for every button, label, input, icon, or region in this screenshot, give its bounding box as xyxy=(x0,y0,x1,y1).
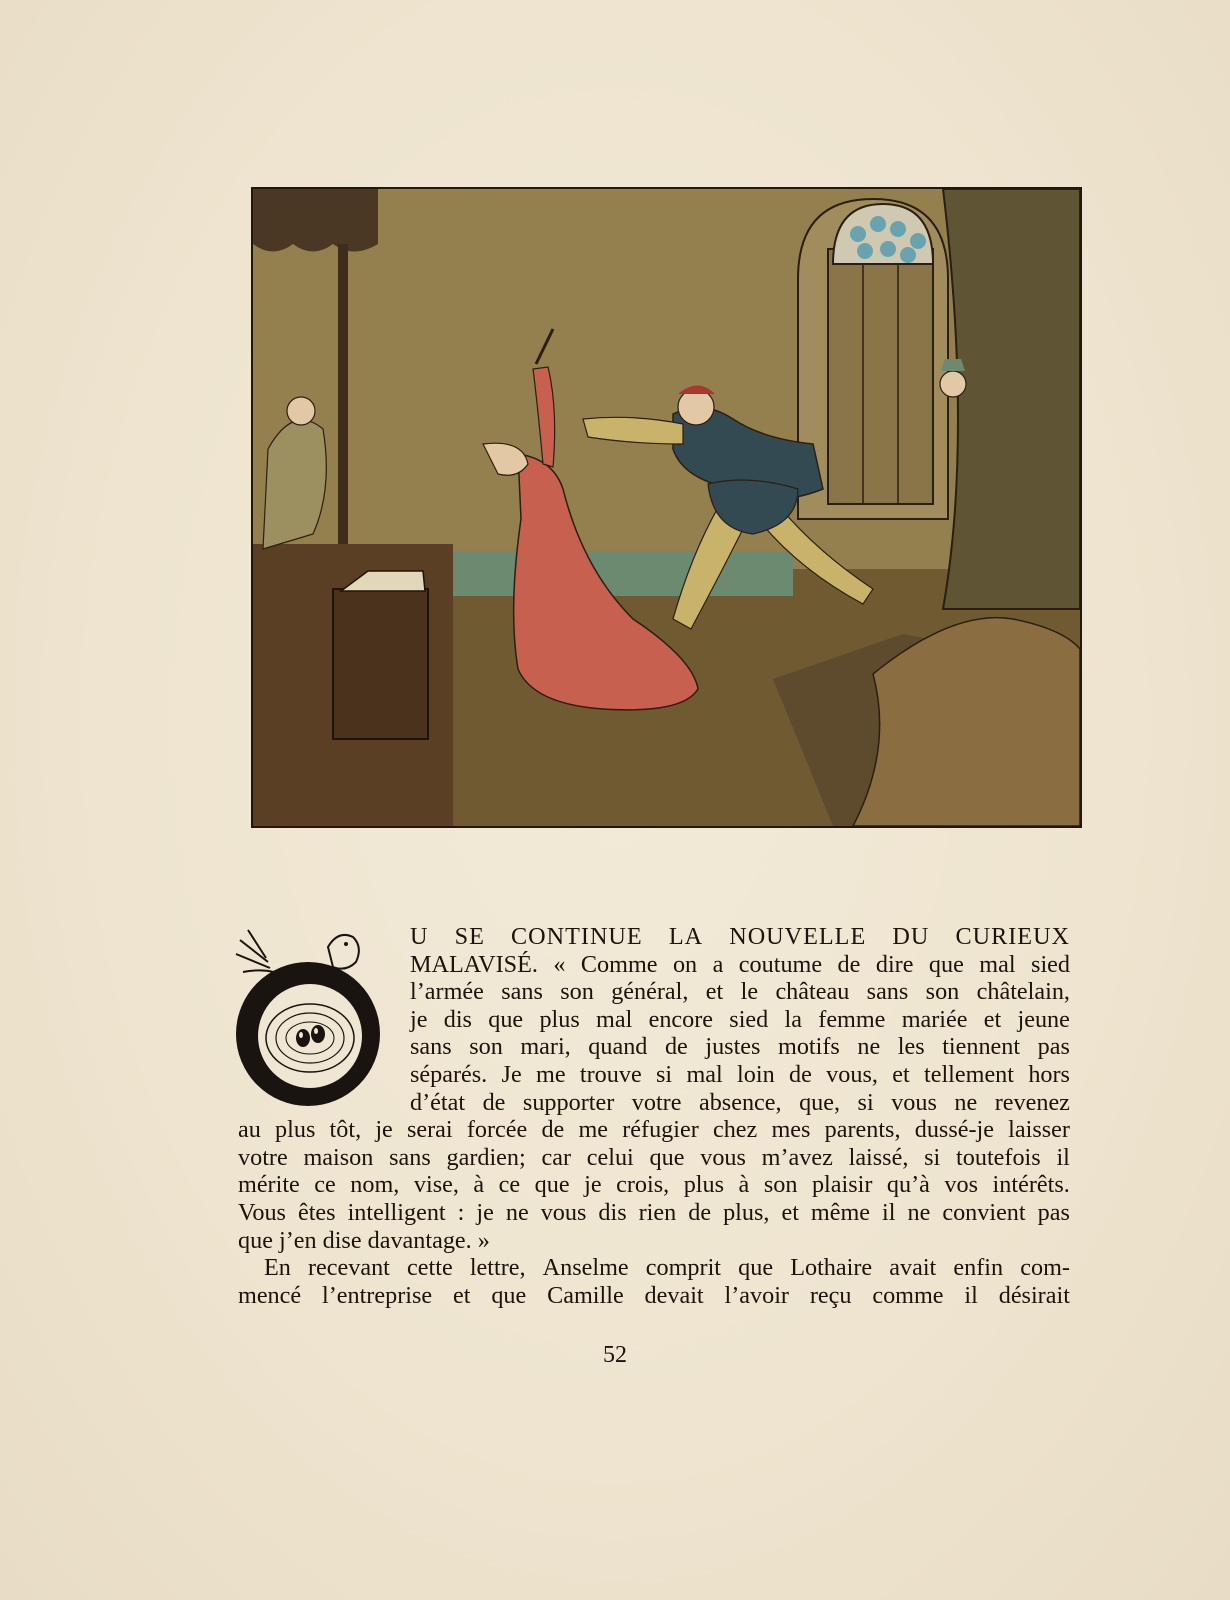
word: que, xyxy=(799,1088,841,1116)
word: et xyxy=(892,1060,910,1088)
word: que xyxy=(928,950,964,978)
word: mal xyxy=(979,950,1016,978)
word: trouve xyxy=(579,1060,642,1088)
word: me xyxy=(536,1060,566,1088)
word: maison xyxy=(303,1143,374,1171)
word: MALAVISÉ. xyxy=(410,950,538,978)
word: me xyxy=(578,1116,609,1144)
word: ne xyxy=(954,1088,978,1116)
word: votre xyxy=(238,1143,288,1171)
word: je xyxy=(410,1005,428,1033)
word: coutume xyxy=(738,950,823,978)
word: pas xyxy=(1037,1033,1070,1061)
word: qu’à xyxy=(886,1171,930,1199)
word: motifs xyxy=(778,1033,840,1061)
word: cette xyxy=(407,1254,453,1282)
word: et xyxy=(983,1005,1002,1033)
word: plaisir xyxy=(811,1171,873,1199)
word: mal xyxy=(596,1005,633,1033)
word: l’armée xyxy=(410,978,484,1006)
word: les xyxy=(897,1033,925,1061)
word: d’état xyxy=(410,1088,466,1116)
word: tiennent xyxy=(942,1033,1021,1061)
word: Vous xyxy=(238,1198,286,1226)
text-line-content xyxy=(410,1033,1070,1061)
word: ne xyxy=(857,1033,881,1061)
word: tellement xyxy=(924,1060,1014,1088)
word: château xyxy=(775,978,850,1006)
text-line xyxy=(410,1061,1070,1089)
word: et xyxy=(452,1281,471,1309)
word: recevant xyxy=(308,1254,390,1282)
word: de xyxy=(482,1088,506,1116)
word: son xyxy=(469,1033,503,1061)
word: com- xyxy=(1020,1254,1070,1282)
text-line xyxy=(410,1006,1070,1034)
word: laissé, xyxy=(848,1143,909,1171)
word: : xyxy=(457,1198,465,1226)
word: LA xyxy=(668,923,704,950)
word: son xyxy=(763,1171,798,1199)
word: à xyxy=(738,1171,750,1199)
word: et xyxy=(781,1198,799,1226)
text-line xyxy=(238,1282,1070,1310)
word: on xyxy=(672,950,698,978)
word: Camille xyxy=(547,1281,624,1309)
word: il xyxy=(964,1281,978,1309)
word: justes xyxy=(705,1033,761,1061)
word: car xyxy=(541,1143,572,1171)
word: Comme xyxy=(580,950,658,978)
word: absence, xyxy=(698,1088,782,1116)
word: comme xyxy=(872,1281,944,1309)
text-line xyxy=(410,1089,1070,1117)
word: NOUVELLE xyxy=(729,923,867,950)
word: que xyxy=(491,1281,527,1309)
word: que xyxy=(649,1143,685,1171)
word: vous xyxy=(891,1088,937,1116)
word: vous xyxy=(700,1143,746,1171)
word: votre xyxy=(631,1088,682,1116)
text-line-content xyxy=(238,1116,1070,1144)
word: pas xyxy=(1037,1198,1070,1226)
word: son xyxy=(925,978,960,1006)
word: et xyxy=(705,978,724,1006)
word: encore xyxy=(648,1005,714,1033)
word: CURIEUX xyxy=(955,923,1070,950)
text-line-content xyxy=(410,1061,1070,1089)
word: châtelain, xyxy=(976,978,1070,1006)
text-line xyxy=(238,1254,1070,1282)
word: celui xyxy=(586,1143,634,1171)
word: la xyxy=(784,1005,802,1033)
word: toutefois xyxy=(956,1143,1041,1171)
word: sans xyxy=(410,1033,452,1061)
illustration-plate xyxy=(251,187,1082,828)
word: quand xyxy=(588,1033,648,1061)
word: au xyxy=(238,1116,261,1144)
word: dire xyxy=(875,950,914,978)
word: vous, xyxy=(826,1060,878,1088)
text-line-content: que j’en dise davantage. » xyxy=(238,1226,490,1254)
word: vos xyxy=(944,1171,979,1199)
text-line-content xyxy=(410,951,1070,979)
text-line xyxy=(410,923,1070,951)
word: mencé xyxy=(238,1281,302,1309)
text-line xyxy=(238,1199,1070,1227)
word: réfugier xyxy=(622,1116,699,1144)
text-line-content xyxy=(238,1199,1070,1227)
word: plus xyxy=(683,1171,725,1199)
word: dis xyxy=(443,1005,472,1033)
word: ne xyxy=(907,1198,931,1226)
word: a xyxy=(712,950,724,978)
word: vous xyxy=(540,1198,587,1226)
word: si xyxy=(857,1088,874,1116)
word: général, xyxy=(611,978,689,1006)
word: gardien; xyxy=(446,1143,526,1171)
word: le xyxy=(740,978,759,1006)
word: laisser xyxy=(1008,1116,1070,1144)
text-line-content xyxy=(264,1254,1070,1282)
word: Je xyxy=(501,1060,522,1088)
word: Anselme xyxy=(542,1254,629,1282)
word: de xyxy=(664,1033,688,1061)
text-line xyxy=(238,1227,1070,1255)
word: plus xyxy=(539,1005,580,1033)
word: que xyxy=(738,1254,774,1282)
word: CONTINUE xyxy=(511,923,643,950)
word: que xyxy=(534,1171,570,1199)
word: parents, xyxy=(824,1116,901,1144)
word: séparés. xyxy=(410,1060,488,1088)
word: supporter xyxy=(522,1088,615,1116)
word: En xyxy=(264,1254,291,1282)
word: à xyxy=(473,1171,485,1199)
word: sied xyxy=(1031,950,1070,978)
word: ce xyxy=(314,1171,336,1199)
word: de xyxy=(688,1198,712,1226)
text-line-content xyxy=(238,1144,1070,1172)
page-number: 52 xyxy=(603,1342,627,1368)
word: SE xyxy=(454,923,485,950)
word: U xyxy=(410,923,429,950)
word: plus xyxy=(275,1116,316,1144)
word: rien xyxy=(638,1198,677,1226)
word: je xyxy=(584,1171,602,1199)
word: comprit xyxy=(645,1254,722,1282)
word: lettre, xyxy=(469,1254,526,1282)
text-line xyxy=(410,951,1070,979)
text-line-content xyxy=(410,978,1070,1006)
word: reçu xyxy=(809,1281,852,1309)
word: hors xyxy=(1028,1060,1070,1088)
word: convient xyxy=(942,1198,1026,1226)
word: devait xyxy=(644,1281,704,1309)
word: loin xyxy=(737,1060,775,1088)
word: femme xyxy=(818,1005,886,1033)
word: intérêts. xyxy=(992,1171,1070,1199)
word: chez xyxy=(712,1116,758,1144)
text-line-content xyxy=(238,1282,1070,1310)
text-line-content xyxy=(410,923,1070,951)
word: je xyxy=(375,1116,393,1144)
word: crois, xyxy=(616,1171,670,1199)
word: avait xyxy=(889,1254,937,1282)
word: je xyxy=(476,1198,494,1226)
word: dussé-je xyxy=(914,1116,994,1144)
text-line xyxy=(238,1144,1070,1172)
word: sans xyxy=(501,978,543,1006)
word: désirait xyxy=(998,1281,1070,1309)
illustration-scene xyxy=(253,189,1080,826)
text-line xyxy=(238,1171,1070,1199)
word: DU xyxy=(892,923,930,950)
word: jeune xyxy=(1017,1005,1070,1033)
word: ce xyxy=(498,1171,521,1199)
word: plus, xyxy=(723,1198,770,1226)
word: si xyxy=(656,1060,673,1088)
text-line-content xyxy=(410,1006,1070,1034)
word: l’avoir xyxy=(724,1281,789,1309)
word: que xyxy=(488,1005,524,1033)
word: son xyxy=(560,978,594,1006)
word: mes xyxy=(771,1116,811,1144)
word: même xyxy=(810,1198,871,1226)
word: intelligent xyxy=(347,1198,446,1226)
word: mérite xyxy=(238,1171,300,1199)
body-text xyxy=(238,923,1070,1309)
text-line-content xyxy=(238,1171,1070,1199)
word: sans xyxy=(389,1143,431,1171)
word: tôt, xyxy=(329,1116,362,1144)
word: forcée xyxy=(466,1116,528,1144)
word: nom, xyxy=(350,1171,400,1199)
word: m’avez xyxy=(761,1143,833,1171)
word: l’entreprise xyxy=(321,1281,433,1309)
word: « xyxy=(553,950,566,978)
word: dis xyxy=(598,1198,627,1226)
word: mal xyxy=(686,1060,723,1088)
word: de xyxy=(789,1060,812,1088)
word: sied xyxy=(729,1005,769,1033)
word: êtes xyxy=(297,1198,336,1226)
word: mari, xyxy=(520,1033,571,1061)
word: de xyxy=(541,1116,565,1144)
word: enfin xyxy=(953,1254,1004,1282)
word: Lothaire xyxy=(790,1254,873,1282)
word: serai xyxy=(406,1116,453,1144)
word: revenez xyxy=(994,1088,1070,1116)
word: ne xyxy=(505,1198,529,1226)
word: il xyxy=(882,1198,896,1226)
word: il xyxy=(1056,1143,1070,1171)
text-line-content xyxy=(410,1089,1070,1117)
text-line xyxy=(410,1033,1070,1061)
word: de xyxy=(837,950,861,978)
text-line xyxy=(410,978,1070,1006)
text-line xyxy=(238,1116,1070,1144)
word: sans xyxy=(866,978,909,1006)
word: mariée xyxy=(901,1005,968,1033)
word: vise, xyxy=(413,1171,459,1199)
word: si xyxy=(924,1143,941,1171)
